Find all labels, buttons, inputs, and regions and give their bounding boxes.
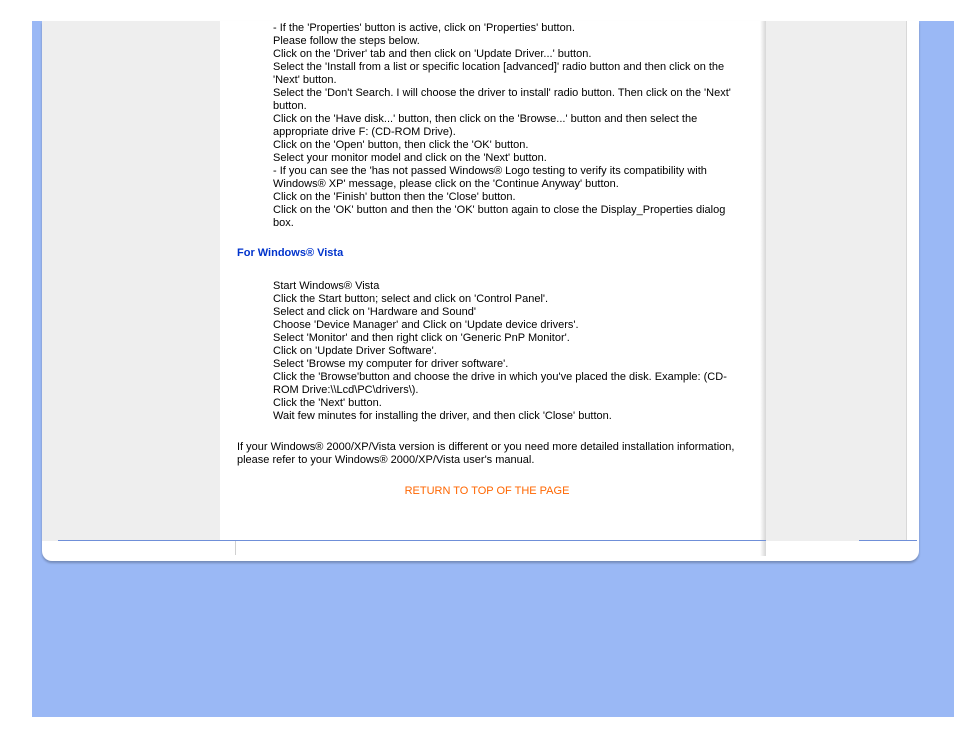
vista-step: Choose 'Device Manager' and Click on 'Update device drivers'. [273,319,579,331]
vista-step: Click the 'Next' button. [273,397,382,409]
xp-steps-list [237,22,737,230]
main-content [237,22,737,498]
xp-step: Select the 'Install from a list or specific location [advanced]' radio button and then click on the 'Next' button. [273,61,725,86]
bottom-divider-right [859,540,917,541]
vista-step: Click on 'Update Driver Software'. [273,345,437,357]
xp-step: Click on the 'Finish' button then the 'Close' button. [273,191,516,203]
vista-steps-list [237,280,737,423]
bottom-divider-tick [235,541,236,555]
vista-step: Click the 'Browse'button and choose the drive in which you've placed the disk. Example: (CD-ROM Drive:\\Lcd\PC\drivers\). [273,371,727,396]
left-sidebar-column [42,21,220,541]
right-edge-column [906,21,919,541]
return-to-top-link[interactable]: RETURN TO TOP OF THE PAGE [404,485,570,497]
bottom-divider-middle [235,540,766,541]
xp-step: Click on the 'Have disk...' button, then click on the 'Browse...' button and then select the appropriate drive F: (CD-ROM Drive). [273,113,698,138]
vista-step: Select 'Monitor' and then right click on 'Generic PnP Monitor'. [273,332,570,344]
xp-step: Click on the 'Driver' tab and then click on 'Update Driver...' button. [273,48,592,60]
right-sidebar-column [766,21,906,541]
xp-step: - If the 'Properties' button is active, click on 'Properties' button. [273,22,575,34]
xp-step: Click on the 'OK' button and then the 'OK' button again to close the Display_Properties dialog box. [273,204,726,229]
closing-note: If your Windows® 2000/XP/Vista version is different or you need more detailed installation information, please refer to your Windows® 2000/XP/Vista user's manual. [237,441,735,466]
xp-step: Click on the 'Open' button, then click the 'OK' button. [273,139,529,151]
vista-step: Select 'Browse my computer for driver software'. [273,358,509,370]
vista-step: Start Windows® Vista [273,280,380,292]
xp-step: Select the 'Don't Search. I will choose the driver to install' radio button. Then click on the 'Next' button. [273,87,731,112]
xp-step: Select your monitor model and click on the 'Next' button. [273,152,547,164]
xp-step: Please follow the steps below. [273,35,420,47]
vista-step: Select and click on 'Hardware and Sound' [273,306,476,318]
bottom-divider-left [58,540,235,541]
vista-step: Wait few minutes for installing the driver, and then click 'Close' button. [273,410,612,422]
vista-section-heading: For Windows® Vista [237,247,344,259]
xp-step: - If you can see the 'has not passed Windows® Logo testing to verify its compatibility with Windows® XP' message, please click on the 'Continue Anyway' button. [273,165,707,190]
vista-step: Click the Start button; select and click on 'Control Panel'. [273,293,549,305]
